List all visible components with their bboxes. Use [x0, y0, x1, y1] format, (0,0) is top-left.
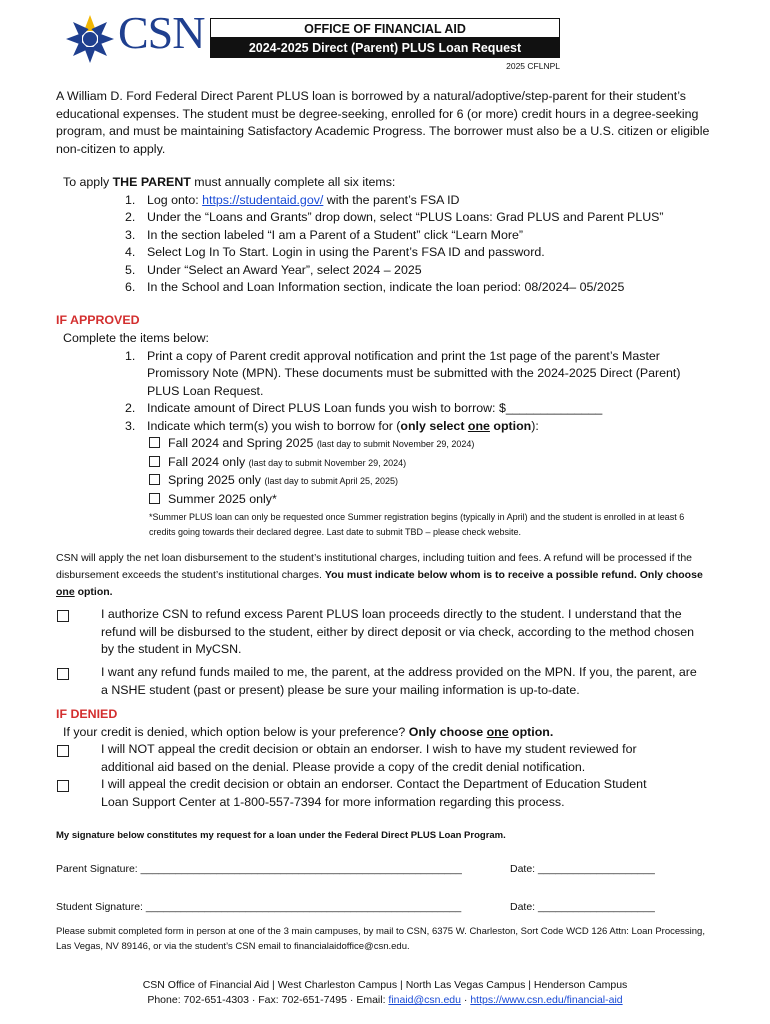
- submit-instructions: Please submit completed form in person at one of the 3 main campuses, by mail to CSN, 6375 W. Charleston, Sort Code WCD 126 Attn: Loan Processing, Las Vegas, NV 89146, or via the student’s CSN email to financialaidoffice@csn.edu.: [56, 926, 705, 952]
- approved-items: [125, 348, 685, 436]
- term-option-2[interactable]: Fall 2024 only (last day to submit November 29, 2024): [149, 454, 709, 473]
- approved-item-3: 3. Indicate which term(s) you wish to borrow for (only select one option):: [125, 418, 539, 433]
- footer: [0, 978, 770, 1008]
- intro-paragraph: A William D. Ford Federal Direct Parent PLUS loan is borrowed by a natural/adoptive/step-parent for their student’s educational expenses. The student must be degree-seeking, enrolled for 6 (or more) credit hours in a degree-seeking program, and must be maintaining Satisfactory Academic Progress. The borrower must also be a U.S. citizen or eligible non-citizen to apply.: [56, 89, 710, 156]
- refund-lead: CSN will apply the net loan disbursement to the student’s institutional charges, including tuition and fees. A refund will be processed if the disbursement exceeds the student’s institutional charges. You must indicate below whom is to receive a possible refund. Only choose one option.: [56, 552, 703, 598]
- office-title: OFFICE OF FINANCIAL AID: [210, 18, 560, 38]
- apply-step-3: 3. In the section labeled “I am a Parent of a Student” click “Learn More”: [125, 227, 524, 242]
- apply-step-6: 6. In the School and Loan Information section, indicate the loan period: 08/2024– 05/2025: [125, 280, 625, 294]
- approved-item-2: 2. Indicate amount of Direct PLUS Loan funds you wish to borrow: $______________: [125, 401, 603, 415]
- apply-section: [63, 174, 703, 297]
- signature-statement: My signature below constitutes my request for a loan under the Federal Direct PLUS Loan Program.: [56, 830, 506, 841]
- refund-student-checkbox[interactable]: [57, 610, 69, 622]
- apply-step-1: 1. Log onto: https://studentaid.gov/ with the parent’s FSA ID: [125, 192, 460, 207]
- term-4-checkbox[interactable]: [149, 493, 160, 504]
- parent-signature-line[interactable]: Parent Signature: _______________________________________________________: [56, 863, 462, 875]
- approved-section: [63, 330, 713, 435]
- apply-step-4: 4. Select Log In To Start. Login in using the Parent’s FSA ID and password.: [125, 245, 545, 259]
- term-1-checkbox[interactable]: [149, 437, 160, 448]
- term-2-checkbox[interactable]: [149, 456, 160, 467]
- apply-step-2: 2. Under the “Loans and Grants” drop down, select “PLUS Loans: Grad PLUS and Parent PLUS”: [125, 210, 664, 224]
- denied-heading: IF DENIED: [56, 707, 118, 721]
- approved-lead: Complete the items below:: [63, 331, 210, 345]
- studentaid-link[interactable]: https://studentaid.gov/: [202, 192, 324, 207]
- apply-step-5: 5. Under “Select an Award Year”, select 2024 – 2025: [125, 262, 422, 277]
- term-option-1[interactable]: Fall 2024 and Spring 2025 (last day to submit November 29, 2024): [149, 435, 709, 454]
- denied-no-appeal-checkbox[interactable]: [57, 745, 69, 757]
- approved-item-1: 1. Print a copy of Parent credit approval notification and print the 1st page of the parent’s Master Promissory Note (MPN). These documents must be submitted with the 2024-2025 Direct (Parent) PLUS Loan Request.: [125, 348, 681, 398]
- parent-date-line[interactable]: Date: ____________________: [510, 863, 655, 875]
- csn-star-icon: [62, 12, 118, 64]
- denied-option-no-appeal: I will NOT appeal the credit decision or obtain an endorser. I wish to have my student reviewed for additional aid based on the denial. Please provide a copy of the credit denial notification.: [101, 742, 637, 774]
- term-option-4[interactable]: Summer 2025 only*: [149, 491, 709, 509]
- approved-heading: IF APPROVED: [56, 313, 140, 327]
- form-title: 2024-2025 Direct (Parent) PLUS Loan Request: [210, 38, 560, 58]
- footer-contact: Phone: 702-651-4303 · Fax: 702-651-7495 · Email: finaid@csn.edu · https://www.csn.edu/financial-aid: [147, 994, 623, 1006]
- csn-logo: [62, 7, 205, 64]
- term-option-3[interactable]: Spring 2025 only (last day to submit April 25, 2025): [149, 472, 709, 491]
- footer-website-link[interactable]: https://www.csn.edu/financial-aid: [470, 994, 623, 1006]
- summer-note: *Summer PLUS loan can only be requested once Summer registration begins (typically in April) and the student is enrolled in at least 6 credits going towards their declared degree. Last date to submit TBD – please check website.: [149, 512, 685, 537]
- denied-lead: If your credit is denied, which option below is your preference? Only choose one option.: [63, 725, 554, 739]
- student-signature-line[interactable]: Student Signature: ______________________________________________________: [56, 901, 462, 913]
- apply-steps: [125, 192, 703, 297]
- footer-email-link[interactable]: finaid@csn.edu: [388, 994, 461, 1006]
- term-3-checkbox[interactable]: [149, 474, 160, 485]
- denied-appeal-checkbox[interactable]: [57, 780, 69, 792]
- refund-option-parent: I want any refund funds mailed to me, the parent, at the address provided on the MPN. If you, the parent, are a NSHE student (past or present) please be sure your mailing information is up-to-date.: [101, 665, 697, 697]
- apply-lead: To apply THE PARENT must annually complete all six items:: [63, 175, 396, 189]
- logo-text: CSN: [118, 7, 205, 58]
- footer-campuses: CSN Office of Financial Aid | West Charleston Campus | North Las Vegas Campus | Henderson Campus: [142, 979, 628, 991]
- student-date-line[interactable]: Date: ____________________: [510, 901, 655, 913]
- refund-option-student: I authorize CSN to refund excess Parent PLUS loan proceeds directly to the student. I understand that the refund will be disbursed to the student, either by direct deposit or via check, according to the method chosen by the student in MyCSN.: [101, 607, 695, 656]
- denied-option-appeal: I will appeal the credit decision or obtain an endorser. Contact the Department of Education Student Loan Support Center at 1-800-557-7394 for more information regarding this process.: [101, 777, 647, 809]
- term-options: [149, 435, 709, 540]
- refund-parent-checkbox[interactable]: [57, 668, 69, 680]
- form-code: 2025 CFLNPL: [506, 61, 560, 71]
- form-header: [210, 18, 560, 58]
